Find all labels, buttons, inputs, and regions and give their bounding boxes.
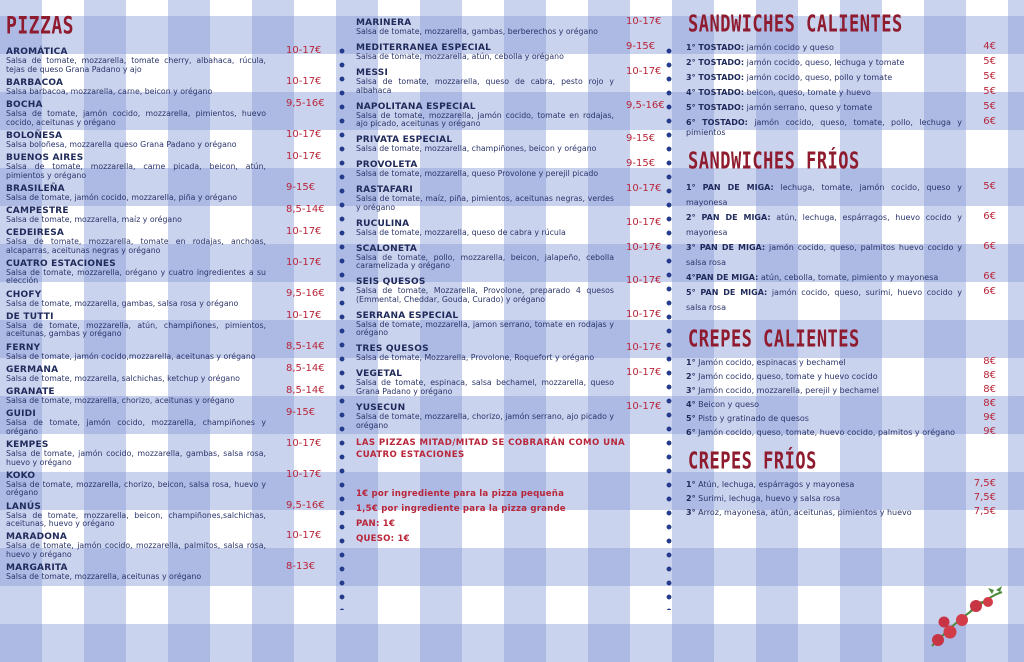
pizza-item — [6, 226, 322, 255]
pizza-item — [356, 40, 662, 62]
pizza-name: RASTAFARI — [356, 185, 413, 196]
crepe-frio-item — [686, 508, 1002, 518]
pizza-name: SCALONETA — [356, 243, 418, 254]
crepe-caliente-price: 9€ — [983, 425, 996, 437]
crepe-caliente-price: 9€ — [983, 412, 996, 424]
pizza-name: CEDEIRESA — [6, 228, 65, 239]
crepe-caliente-item — [686, 372, 1002, 382]
pizza-item — [6, 362, 325, 384]
pizza-item — [356, 400, 662, 430]
sandwich-frio-label: 1° PAN DE MIGA: — [686, 183, 774, 193]
pizza-name: VEGETAL — [356, 369, 403, 380]
crepe-frio-price: 7,5€ — [973, 506, 996, 518]
sandwich-caliente-label: 6° TOSTADO: — [686, 118, 748, 128]
sandwich-caliente-description: jamón cocido y queso — [744, 43, 834, 52]
pizza-item — [356, 65, 662, 95]
crepe-caliente-item — [686, 400, 1002, 410]
pizza-description: Salsa de tomate, mozzarella, chorizo, beicon, salsa rosa, huevo y orégano — [6, 479, 266, 498]
pizzas-title: PIZZAS — [6, 12, 75, 41]
crepe-frio-description: Surimi, lechuga, huevo y salsa rosa — [695, 494, 841, 504]
sandwich-caliente-item — [686, 43, 1002, 53]
tomato-vine-icon — [926, 582, 1006, 652]
sandwich-frio-label: 3° PAN DE MIGA: — [686, 243, 766, 253]
pizza-price: 10-17€ — [626, 275, 662, 287]
pizza-description: Salsa de tomate, maíz, piña, pimientos, aceitunas negras, verdes y orégano — [356, 194, 614, 212]
pizza-price: 9,5-16€ — [286, 97, 325, 109]
pizza-description: Salsa boloñesa, mozzarella queso Grana Padano y orégano — [6, 139, 237, 149]
sandwich-caliente-item — [686, 58, 1002, 68]
pizza-price: 9-15€ — [286, 181, 316, 193]
pizza-price: 10-17€ — [626, 342, 662, 354]
pizza-item — [356, 308, 662, 338]
pizza-item — [6, 256, 322, 286]
crepe-caliente-label: 3° — [686, 386, 696, 396]
pizza-description: Salsa de tomate, mozzarella, queso de cabra y rúcula — [356, 227, 566, 237]
pizza-price: 8,5-14€ — [286, 362, 325, 374]
pizza-item — [6, 340, 325, 362]
pizza-price: 10-17€ — [286, 437, 322, 449]
pizza-price: 8-13€ — [286, 561, 316, 573]
pizza-description: Salsa de tomate, mozzarella, atún, cebolla y orégano — [356, 51, 564, 61]
pizza-price: 10-17€ — [626, 183, 662, 195]
pizza-item — [6, 437, 322, 467]
pizza-price: 10-17€ — [286, 256, 322, 268]
crepe-caliente-description: Jamón cocido, espinacas y bechamel — [695, 358, 846, 368]
crepes-calientes-list — [686, 358, 1002, 437]
pizza-price: 10-17€ — [286, 309, 322, 321]
crepe-caliente-price: 8€ — [983, 370, 996, 382]
pizza-name: LANÚS — [6, 501, 42, 512]
pizza-name: PRIVATA ESPECIAL — [356, 135, 453, 146]
extra-price-line: QUESO: 1€ — [356, 533, 410, 544]
extra-price-line: 1€ por ingrediente para la pizza pequeña — [356, 488, 565, 499]
sandwich-frio-description: jamón cocido, queso, palmitos huevo cocido y salsa rosa — [686, 243, 962, 268]
pizza-item — [356, 160, 662, 179]
pizza-price: 10-17€ — [286, 150, 322, 162]
pizza-item — [6, 468, 322, 498]
sandwich-caliente-description: beicon, queso, tomate y huevo — [744, 88, 871, 98]
pizza-price: 8,5-14€ — [286, 340, 325, 352]
crepe-caliente-label: 6° — [686, 427, 696, 437]
sandwich-caliente-price: 6€ — [983, 116, 996, 128]
sandwiches-frios-section — [686, 148, 1002, 315]
pizza-name: GRANATE — [6, 387, 55, 397]
pizza-description: Salsa de tomate, mozzarella, aceitunas y orégano — [6, 572, 202, 582]
half-half-notice: LAS PIZZAS MITAD/MITAD SE COBRARÁN COMO UNA CUATRO ESTACIONES — [356, 437, 626, 460]
pizza-item — [356, 99, 665, 129]
sandwich-frio-item — [686, 270, 1002, 285]
sandwich-frio-price: 5€ — [983, 181, 996, 193]
pizza-price: 10-17€ — [286, 468, 322, 480]
pizza-description: Salsa de tomate, mozzarella, jamón cocido, tomate en rodajas, ajo picado, aceitunas y orégano — [356, 110, 614, 129]
sandwich-caliente-item — [686, 73, 1002, 83]
pizza-price: 10-17€ — [286, 226, 322, 238]
sandwich-frio-description: atún, lechuga, espárragos, huevo cocido y mayonesa — [686, 213, 963, 238]
pizza-price: 9,5-16€ — [286, 499, 325, 511]
pizza-item — [6, 530, 322, 559]
pizza-price: 10-17€ — [286, 75, 322, 87]
pizza-item — [6, 563, 318, 582]
pizza-name: SERRANA ESPECIAL — [356, 310, 459, 321]
pizza-name: DE TUTTI — [6, 311, 54, 322]
pizza-item — [6, 75, 322, 97]
pizza-name: MARINERA — [356, 18, 412, 28]
pizza-name: PROVOLETA — [356, 160, 418, 171]
pizza-name: FERNY — [6, 342, 41, 353]
pizzas-column — [6, 0, 325, 585]
pizza-item — [6, 287, 325, 309]
sandwich-caliente-item — [686, 118, 1002, 137]
pizza-name: BUENOS AIRES — [6, 152, 84, 163]
sandwich-frio-price: 6€ — [983, 211, 996, 223]
crepe-caliente-item — [686, 386, 1002, 396]
pizza-description: Salsa de tomate, jamón cocido, mozzarella, pimientos, huevo cocido, aceitunas y orégano — [6, 108, 266, 127]
pizza-name: MEDITERRANEA ESPECIAL — [356, 42, 492, 53]
sandwich-caliente-price: 5€ — [983, 71, 996, 83]
pizza-name: BRASILEÑA — [6, 183, 65, 194]
sandwich-frio-item — [686, 210, 1002, 240]
pizza-item — [356, 18, 662, 37]
sandwich-frio-item — [686, 285, 1002, 315]
extras-list — [356, 487, 662, 547]
dotted-divider-right — [666, 44, 672, 610]
pizza-description: Salsa de tomate, mozzarella, salchichas, ketchup y orégano — [6, 373, 240, 383]
pizza-name: BOCHA — [6, 99, 43, 110]
sandwich-frio-label: 5° PAN DE MIGA: — [686, 288, 768, 298]
pizza-name: KEMPES — [6, 439, 49, 450]
pizza-price: 9-15€ — [626, 158, 656, 170]
pizza-description: Salsa de tomate, jamón cocido, mozzarella, gambas, salsa rosa, huevo y orégano — [6, 448, 266, 467]
extra-price-line: 1,5€ por ingrediente para la pizza grande — [356, 503, 566, 514]
pizza-item — [6, 45, 322, 74]
crepes-calientes-section — [686, 326, 1002, 437]
pizza-description: Salsa de tomate, mozzarella, carne picada, beicon, atún, pimientos y orégano — [6, 161, 266, 180]
sandwich-caliente-price: 5€ — [983, 56, 996, 68]
crepe-caliente-label: 4° — [686, 400, 696, 410]
sandwich-caliente-label: 1° TOSTADO: — [686, 43, 745, 52]
pizza-item — [6, 97, 325, 127]
crepes-calientes-title: CREPES CALIENTES — [688, 326, 860, 354]
pizza-price: 8,5-14€ — [286, 385, 325, 396]
crepes-frios-list — [686, 480, 1002, 517]
crepe-caliente-label: 5° — [686, 414, 696, 424]
pizza-description: Salsa de tomate, jamón cocido, mozzarella, champiñones y orégano — [6, 418, 266, 436]
sandwich-frio-item — [686, 180, 1002, 210]
sandwich-caliente-price: 5€ — [983, 101, 996, 113]
pizzas-list-2 — [356, 16, 665, 430]
pizza-item — [6, 309, 322, 339]
crepe-caliente-price: 8€ — [983, 356, 996, 368]
pizza-name: RUCULINA — [356, 218, 410, 229]
pizza-name: SEIS QUESOS — [356, 277, 426, 288]
crepe-frio-label: 1° — [686, 480, 696, 490]
pizza-item — [6, 203, 325, 225]
crepe-caliente-item — [686, 425, 1002, 438]
sandwich-caliente-label: 2° TOSTADO: — [686, 58, 745, 68]
dotted-divider-left — [339, 44, 345, 610]
sandwich-caliente-price: 4€ — [983, 41, 996, 52]
pizza-item — [356, 216, 662, 238]
pizza-description: Salsa de tomate, mozzarella, orégano y cuatro ingredientes a su elección — [6, 267, 266, 286]
pizza-name: CUATRO ESTACIONES — [6, 258, 116, 269]
pizza-name: CAMPESTRE — [6, 205, 69, 216]
pizza-name: MESSI — [356, 67, 389, 78]
pizza-description: Salsa de tomate, mozzarella, atún, champiñones, pimientos, aceitunas, gambas y orégano — [6, 320, 266, 339]
sandwich-caliente-description: jamón serrano, queso y tomate — [744, 103, 873, 113]
pizza-description: Salsa de tomate, espinaca, salsa bechamel, mozzarella, queso Grana Padano y orégano — [356, 378, 614, 396]
sandwich-frio-price: 6€ — [983, 271, 996, 283]
pizza-item — [6, 385, 325, 406]
pizza-price: 10-17€ — [626, 16, 662, 27]
sandwich-frio-description: jamón cocido, queso, surimi, huevo cocido y salsa rosa — [686, 288, 962, 313]
crepe-caliente-price: 8€ — [983, 398, 996, 410]
pizza-item — [356, 369, 662, 396]
sandwich-frio-description: lechuga, tomate, jamón cocido, queso y mayonesa — [686, 183, 962, 208]
pizza-item — [6, 150, 322, 180]
crepe-frio-price: 7,5€ — [973, 492, 996, 504]
pizza-name: BARBACOA — [6, 77, 64, 88]
crepe-caliente-item — [686, 414, 1002, 424]
pizza-item — [356, 185, 662, 212]
pizza-name: TRES QUESOS — [356, 344, 429, 355]
sandwich-frio-description: atún, cebolla, tomate, pimiento y mayonesa — [758, 273, 939, 283]
crepe-caliente-label: 2° — [686, 372, 696, 382]
pizza-price: 9-15€ — [286, 407, 316, 419]
crepes-frios-title: CREPES FRÍOS — [688, 448, 817, 476]
pizza-item — [356, 135, 662, 154]
pizza-price: 10-17€ — [626, 308, 662, 320]
pizza-name: KOKO — [6, 470, 36, 481]
pizzas-column-2 — [356, 0, 665, 547]
crepe-caliente-price: 8€ — [983, 384, 996, 396]
pizza-price: 10-17€ — [626, 241, 662, 253]
pizza-name: BOLOÑESA — [6, 130, 63, 141]
pizza-description: Salsa de tomate, mozzarella, tomate en rodajas, anchoas, alcaparras, aceitunas negras y orégano — [6, 237, 266, 255]
pizza-price: 10-17€ — [286, 530, 322, 542]
pizza-item — [6, 128, 322, 150]
pizza-description: Salsa de tomate, jamón cocido, mozzarella, palmitos, salsa rosa, huevo y orégano — [6, 541, 266, 559]
pizza-description: Salsa de tomate, Mozzarella, Provolone, Roquefort y orégano — [356, 353, 595, 363]
pizza-item — [6, 409, 318, 436]
sandwich-caliente-description: jamón cocido, queso, pollo y tomate — [744, 73, 893, 83]
pizza-price: 9,5-16€ — [286, 287, 325, 299]
extra-price-line: PAN: 1€ — [356, 518, 396, 529]
pizza-name: MARGARITA — [6, 563, 68, 574]
pizza-price: 10-17€ — [286, 128, 322, 140]
sandwich-frio-label: 2° PAN DE MIGA: — [686, 213, 771, 223]
pizza-price: 10-17€ — [626, 216, 662, 228]
pizza-description: Salsa de tomate, mozzarella, beicon, champiñones,salchichas, aceitunas, huevo y orégano — [6, 510, 266, 529]
pizza-item — [6, 499, 325, 529]
pizza-description: Salsa de tomate, jamón cocido,mozzarella, aceitunas y orégano — [6, 351, 256, 361]
pizza-name: YUSECUN — [356, 402, 406, 413]
pizza-description: Salsa barbacoa, mozzarella, carne, beicon y orégano — [6, 86, 213, 96]
sandwich-frio-price: 6€ — [983, 286, 996, 298]
pizza-item — [356, 277, 662, 304]
pizza-item — [356, 344, 662, 363]
crepes-frios-section — [686, 448, 1002, 517]
crepe-caliente-description: Jamón cocido, queso, tomate y huevo cocido — [695, 372, 878, 382]
sandwiches-calientes-list — [686, 43, 1002, 137]
pizza-description: Salsa de tomate, mozzarella, tomate cherry, albahaca, rúcula, tejas de queso Grana Padano y ajo — [6, 56, 266, 74]
pizza-name: CHOFY — [6, 289, 42, 300]
pizzas-list — [6, 45, 325, 582]
sandwich-frio-label: 4°PAN DE MIGA: — [686, 273, 759, 283]
sandwiches-calientes-section — [686, 11, 1002, 137]
crepe-frio-item — [686, 494, 1002, 504]
pizza-description: Salsa de tomate, mozzarella, jamon serrano, tomate en rodajas y orégano — [356, 319, 614, 338]
crepe-caliente-description: Jamón cocido, mozzarella, perejil y bechamel — [695, 386, 879, 396]
pizza-price: 10-17€ — [626, 367, 662, 379]
pizza-description: Salsa de tomate, mozzarella, gambas, berberechos y orégano — [356, 27, 598, 36]
crepe-frio-item — [686, 480, 1002, 490]
pizza-description: Salsa de tomate, mozzarella, queso de cabra, pesto rojo y albahaca — [356, 76, 614, 95]
crepe-frio-description: Arroz, mayonesa, atún, aceitunas, pimientos y huevo — [695, 508, 912, 518]
crepe-frio-description: Atún, lechuga, espárragos y mayonesa — [695, 480, 855, 490]
pizza-description: Salsa de tomate, mozzarella, maíz y orégano — [6, 214, 182, 224]
pizza-name: NAPOLITANA ESPECIAL — [356, 101, 476, 112]
pizza-description: Salsa de tomate, mozzarella, chorizo, aceitunas y orégano — [6, 396, 235, 405]
right-column — [686, 0, 1002, 528]
crepe-caliente-label: 1° — [686, 358, 696, 368]
crepe-frio-label: 3° — [686, 508, 696, 518]
pizza-item — [6, 181, 318, 203]
pizza-price: 10-17€ — [626, 400, 662, 412]
crepe-frio-label: 2° — [686, 494, 696, 504]
pizza-description: Salsa de tomate, Mozzarella, Provolone, preparado 4 quesos (Emmental, Cheddar, Gouda, Curado) y orégano — [356, 286, 614, 304]
sandwich-caliente-label: 4° TOSTADO: — [686, 88, 745, 98]
sandwich-frio-price: 6€ — [983, 241, 996, 253]
sandwich-caliente-item — [686, 88, 1002, 98]
pizza-name: GUIDI — [6, 409, 36, 420]
sandwich-caliente-label: 3° TOSTADO: — [686, 73, 745, 83]
pizza-price: 9,5-16€ — [626, 99, 665, 111]
sandwich-caliente-description: jamón cocido, queso, lechuga y tomate — [744, 58, 905, 68]
pizza-item — [356, 241, 662, 271]
crepe-frio-price: 7,5€ — [973, 478, 996, 490]
pizza-name: MARADONA — [6, 532, 68, 543]
pizza-description: Salsa de tomate, jamón cocido, mozzarella, piña y orégano — [6, 192, 238, 202]
sandwiches-frios-list — [686, 180, 1002, 315]
pizza-price: 10-17€ — [626, 65, 662, 77]
pizza-name: AROMÁTICA — [6, 47, 68, 57]
sandwiches-frios-title: SANDWICHES FRÍOS — [688, 148, 860, 176]
sandwiches-calientes-title: SANDWICHES CALIENTES — [688, 11, 903, 38]
pizza-description: Salsa de tomate, mozzarella, chorizo, jamón serrano, ajo picado y orégano — [356, 411, 614, 430]
pizza-description: Salsa de tomate, mozzarella, gambas, salsa rosa y orégano — [6, 298, 239, 308]
pizza-price: 10-17€ — [286, 45, 322, 56]
pizza-description: Salsa de tomate, mozzarella, champiñones, beicon y orégano — [356, 144, 597, 154]
pizza-price: 9-15€ — [626, 40, 656, 52]
sandwich-caliente-description: jamón cocido, queso, tomate, pollo, lechuga y pimientos — [686, 118, 963, 137]
pizza-description: Salsa de tomate, pollo, mozzarella, beicon, jalapeño, cebolla caramelizada y orégano — [356, 252, 614, 271]
sandwich-caliente-label: 5° TOSTADO: — [686, 103, 745, 113]
pizza-name: GERMANA — [6, 364, 59, 375]
crepe-caliente-item — [686, 358, 1002, 368]
crepe-caliente-description: Beicon y queso — [695, 400, 760, 410]
sandwich-frio-item — [686, 240, 1002, 270]
crepe-caliente-description: Pisto y gratinado de quesos — [695, 414, 809, 424]
sandwich-caliente-price: 5€ — [983, 86, 996, 98]
pizza-price: 8,5-14€ — [286, 203, 325, 215]
pizza-price: 9-15€ — [626, 133, 656, 145]
sandwich-caliente-item — [686, 103, 1002, 113]
crepe-caliente-description: Jamón cocido, queso, tomate, huevo cocido, palmitos y orégano — [695, 427, 956, 437]
pizza-description: Salsa de tomate, mozzarella, queso Provolone y perejil picado — [356, 169, 599, 179]
